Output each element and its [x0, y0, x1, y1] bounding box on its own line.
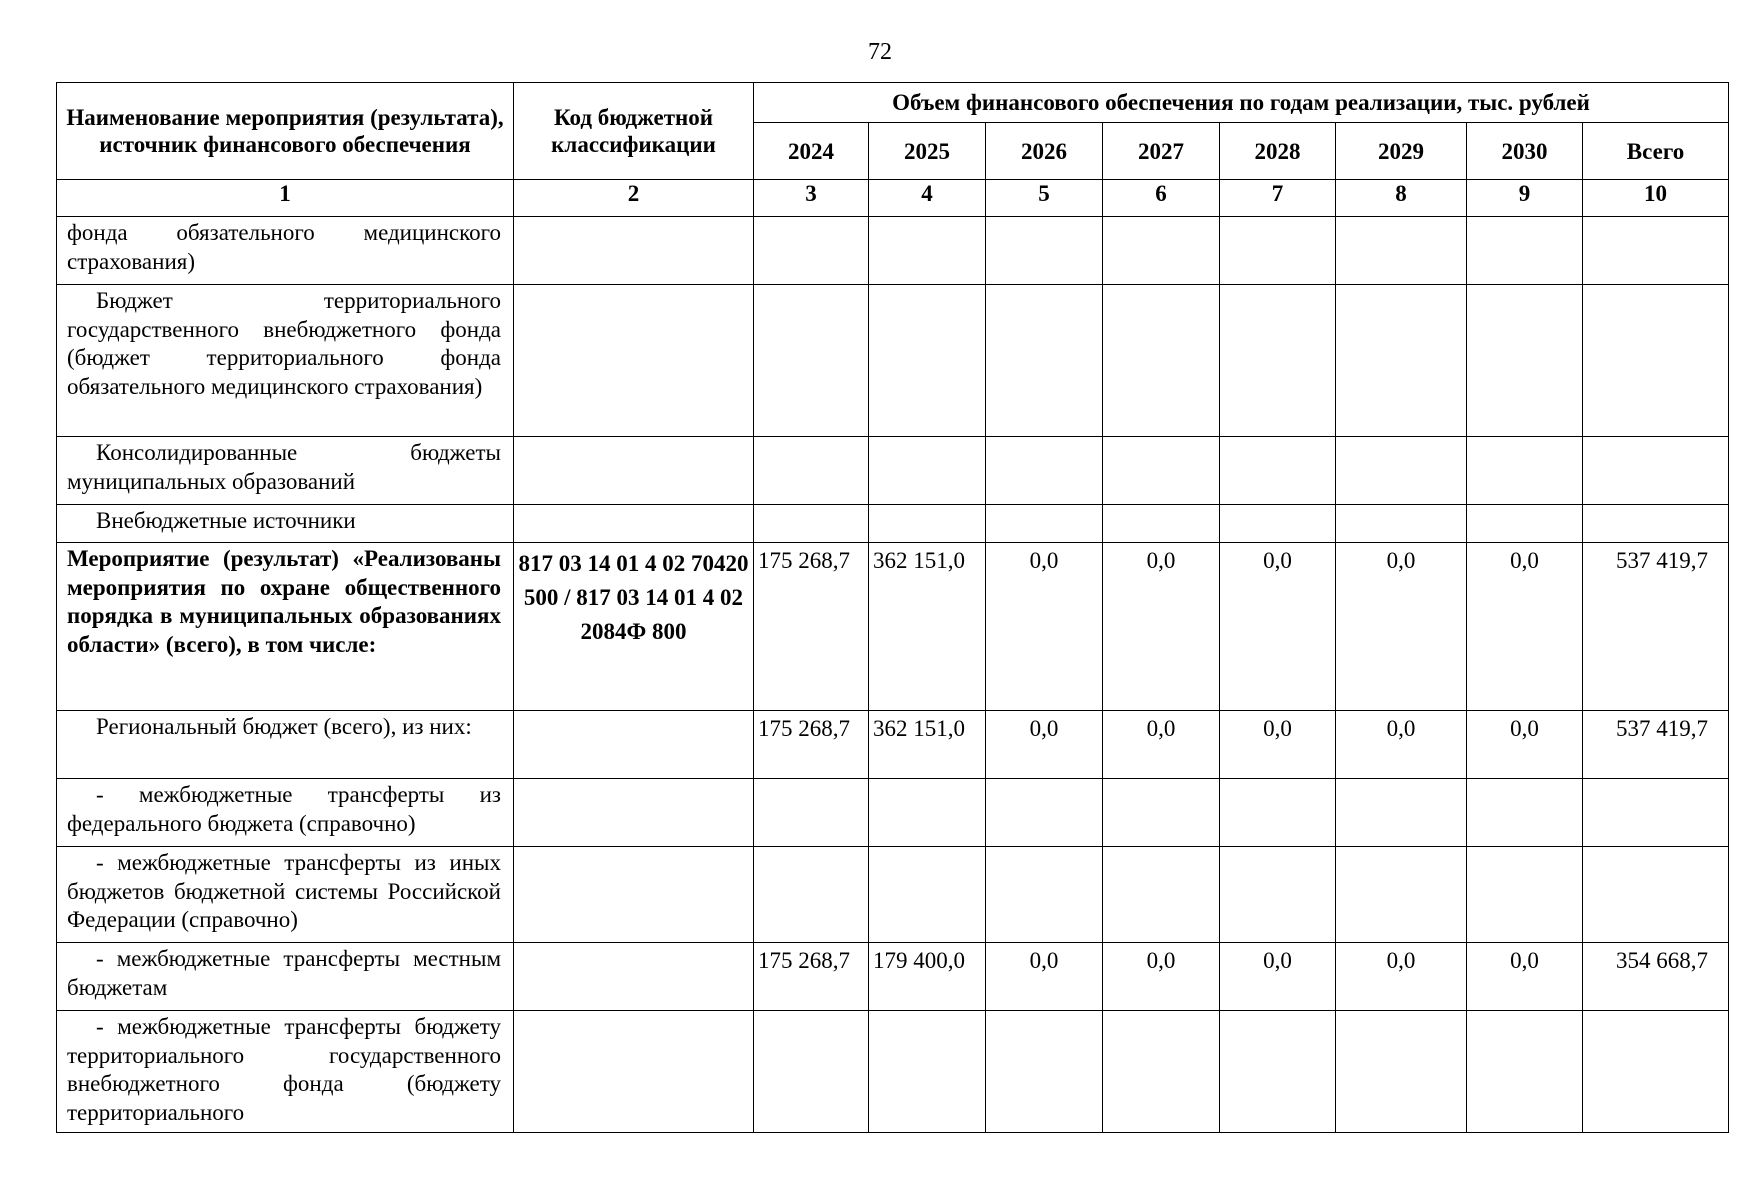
row-value: [1220, 285, 1336, 437]
row-value: [869, 505, 986, 543]
header-year: 2027: [1103, 123, 1220, 180]
table-row: [57, 437, 1729, 505]
column-number: 2: [514, 180, 754, 217]
header-code: Код бюджетной классификации: [514, 83, 754, 180]
table-row: [57, 711, 1729, 779]
financing-table: [56, 82, 1729, 1133]
row-value: [1103, 437, 1220, 505]
table-row: [57, 847, 1729, 943]
page-number: 72: [868, 39, 892, 65]
row-value: [1467, 847, 1583, 943]
row-name: - межбюджетные трансферты местным бюджетам: [57, 943, 514, 1011]
row-name: - межбюджетные трансферты из иных бюджетов бюджетной системы Российской Федерации (справочно): [57, 847, 514, 943]
row-value: [1467, 437, 1583, 505]
row-value: 0,0: [1220, 543, 1336, 711]
column-number: 10: [1583, 180, 1729, 217]
row-value: [1467, 285, 1583, 437]
row-value: [1103, 285, 1220, 437]
column-number: 5: [986, 180, 1103, 217]
row-value: [986, 217, 1103, 285]
row-value: [1583, 437, 1729, 505]
row-value: 175 268,7: [754, 711, 869, 779]
header-year: 2026: [986, 123, 1103, 180]
table-row: [57, 779, 1729, 847]
column-number: 8: [1336, 180, 1467, 217]
row-value: 179 400,0: [869, 943, 986, 1011]
row-value: [1220, 505, 1336, 543]
row-value: [986, 285, 1103, 437]
column-number: 3: [754, 180, 869, 217]
header-total: Всего: [1583, 123, 1729, 180]
row-value: [869, 437, 986, 505]
row-value: [754, 437, 869, 505]
row-value: [1336, 1011, 1467, 1133]
row-value: 0,0: [1336, 943, 1467, 1011]
row-value: [1467, 779, 1583, 847]
row-value: [986, 1011, 1103, 1133]
header-year: 2025: [869, 123, 986, 180]
row-value: [1103, 1011, 1220, 1133]
row-value: 0,0: [1467, 943, 1583, 1011]
row-value: [1103, 779, 1220, 847]
row-name: Внебюджетные источники: [57, 505, 514, 543]
table-row: [57, 285, 1729, 437]
row-value: [986, 437, 1103, 505]
row-value: [1583, 779, 1729, 847]
column-number: 6: [1103, 180, 1220, 217]
row-name: Мероприятие (результат) «Реализованы мероприятия по охране общественного порядка в муниципальных образованиях области» (всего), в том числе:: [57, 543, 514, 711]
row-value: 362 151,0: [869, 543, 986, 711]
header-year: 2029: [1336, 123, 1467, 180]
row-value: [869, 847, 986, 943]
row-value: 537 419,7: [1583, 543, 1729, 711]
row-value: [1467, 1011, 1583, 1133]
row-name: фонда обязательного медицинского страхования): [57, 217, 514, 285]
header-year: 2030: [1467, 123, 1583, 180]
row-code: [514, 437, 754, 505]
row-value: [869, 779, 986, 847]
row-value: [1103, 505, 1220, 543]
row-value: [1583, 847, 1729, 943]
row-value: [1220, 847, 1336, 943]
table-row: [57, 1011, 1729, 1133]
row-value: 0,0: [1103, 711, 1220, 779]
row-value: 354 668,7: [1583, 943, 1729, 1011]
row-code: [514, 217, 754, 285]
row-name: Консолидированные бюджеты муниципальных образований: [57, 437, 514, 505]
row-code: 817 03 14 01 4 02 70420 500 / 817 03 14 01 4 02 2084Ф 800: [514, 543, 754, 711]
row-code: [514, 285, 754, 437]
row-value: 0,0: [1467, 711, 1583, 779]
row-value: [1336, 217, 1467, 285]
row-value: [754, 847, 869, 943]
row-value: [754, 217, 869, 285]
row-value: [1583, 505, 1729, 543]
row-code: [514, 779, 754, 847]
row-value: [986, 779, 1103, 847]
row-value: [1336, 779, 1467, 847]
row-name: Региональный бюджет (всего), из них:: [57, 711, 514, 779]
row-name: - межбюджетные трансферты бюджету территориального государственного внебюджетного фонда (бюджету территориального: [57, 1011, 514, 1133]
row-value: [1583, 217, 1729, 285]
row-value: [1336, 437, 1467, 505]
row-value: 0,0: [1103, 543, 1220, 711]
row-value: [1220, 1011, 1336, 1133]
row-name: - межбюджетные трансферты из федерального бюджета (справочно): [57, 779, 514, 847]
table-row: [57, 217, 1729, 285]
row-value: 0,0: [986, 711, 1103, 779]
row-value: 175 268,7: [754, 543, 869, 711]
table-row: [57, 543, 1729, 711]
row-code: [514, 943, 754, 1011]
row-value: [754, 1011, 869, 1133]
row-code: [514, 1011, 754, 1133]
table-row: [57, 943, 1729, 1011]
row-value: [1220, 779, 1336, 847]
column-number: 4: [869, 180, 986, 217]
row-value: 0,0: [1336, 711, 1467, 779]
row-value: 362 151,0: [869, 711, 986, 779]
row-value: 0,0: [986, 543, 1103, 711]
header-name: Наименование мероприятия (результата), источник финансового обеспечения: [57, 83, 514, 180]
row-value: [1103, 217, 1220, 285]
table-row: [57, 505, 1729, 543]
row-value: [869, 1011, 986, 1133]
row-value: 537 419,7: [1583, 711, 1729, 779]
row-value: [754, 505, 869, 543]
row-value: [986, 847, 1103, 943]
row-code: [514, 847, 754, 943]
row-value: [1336, 285, 1467, 437]
row-value: 0,0: [1467, 543, 1583, 711]
row-code: [514, 505, 754, 543]
column-number: 7: [1220, 180, 1336, 217]
column-number: 1: [57, 180, 514, 217]
row-value: [754, 285, 869, 437]
row-value: 0,0: [986, 943, 1103, 1011]
row-code: [514, 711, 754, 779]
row-value: [869, 285, 986, 437]
row-value: 0,0: [1336, 543, 1467, 711]
row-value: [1336, 505, 1467, 543]
row-value: [869, 217, 986, 285]
row-value: [754, 779, 869, 847]
row-value: [1583, 1011, 1729, 1133]
row-value: 175 268,7: [754, 943, 869, 1011]
row-value: [1220, 437, 1336, 505]
row-name: Бюджет территориального государственного внебюджетного фонда (бюджет территориального фонда обязательного медицинского страхования): [57, 285, 514, 437]
row-value: [1103, 847, 1220, 943]
row-value: [1467, 217, 1583, 285]
header-year: 2024: [754, 123, 869, 180]
row-value: [986, 505, 1103, 543]
row-value: [1336, 847, 1467, 943]
row-value: 0,0: [1220, 943, 1336, 1011]
header-volume: Объем финансового обеспечения по годам реализации, тыс. рублей: [754, 83, 1729, 123]
row-value: [1467, 505, 1583, 543]
column-number: 9: [1467, 180, 1583, 217]
row-value: 0,0: [1103, 943, 1220, 1011]
row-value: 0,0: [1220, 711, 1336, 779]
header-year: 2028: [1220, 123, 1336, 180]
row-value: [1583, 285, 1729, 437]
row-value: [1220, 217, 1336, 285]
